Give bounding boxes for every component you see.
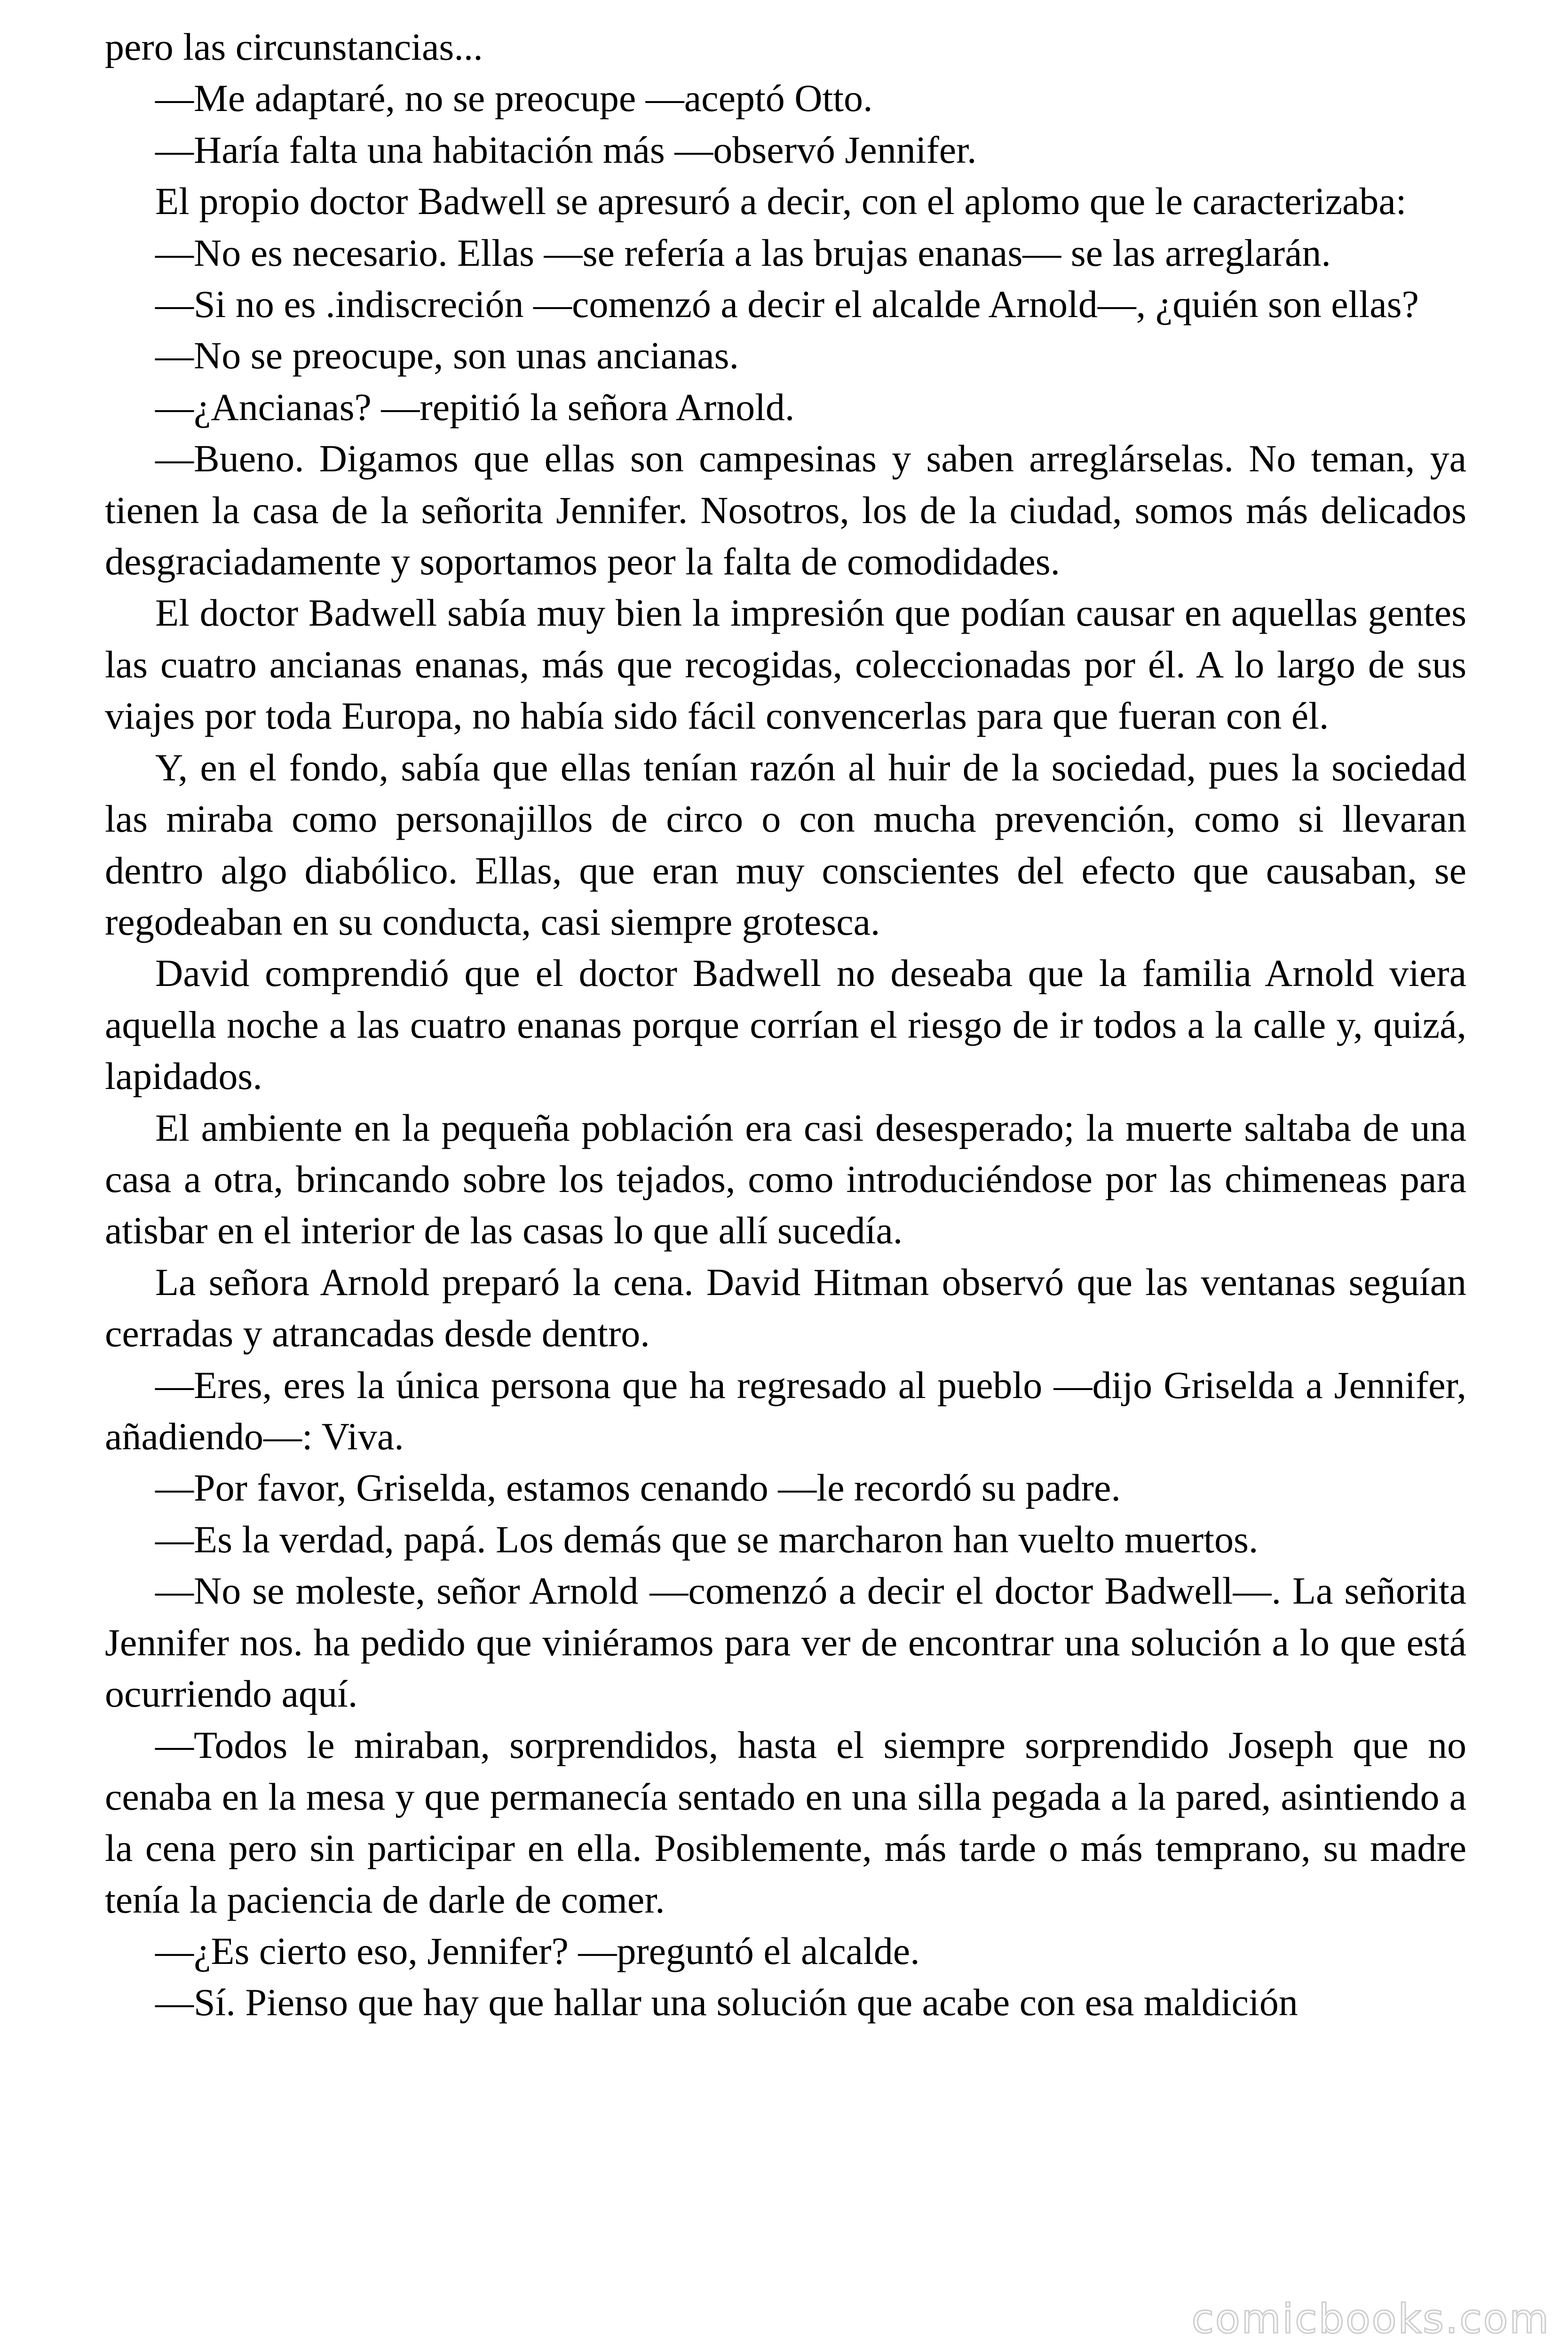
paragraph: —No es necesario. Ellas —se refería a las brujas enanas— se las arreglarán.	[155, 231, 1331, 274]
paragraph: —No se preocupe, son unas ancianas.	[155, 334, 739, 377]
paragraph: —¿Ancianas? —repitió la señora Arnold.	[155, 385, 795, 429]
paragraph: —Sí. Pienso que hay que hallar una solución que acabe con esa maldición	[155, 1981, 1298, 2024]
paragraph: —Es la verdad, papá. Los demás que se marcharon han vuelto muertos.	[155, 1518, 1259, 1561]
paragraph: David comprendió que el doctor Badwell no deseaba que la familia Arnold viera aquella noche a las cuatro enanas porque corrían el riesgo de ir todos a la calle y, quizá, lapidados.	[105, 952, 1466, 1098]
book-page-text	[105, 21, 1466, 2028]
paragraph: Y, en el fondo, sabía que ellas tenían razón al huir de la sociedad, pues la sociedad las miraba como personajillos de circo o con mucha prevención, como si llevaran dentro algo diabólico. Ellas, que eran muy conscientes del efecto que causaban, se regodeaban en su conducta, casi siempre grotesca.	[105, 746, 1466, 943]
paragraph: pero las circunstancias...	[105, 25, 483, 68]
paragraph: El doctor Badwell sabía muy bien la impresión que podían causar en aquellas gentes las cuatro ancianas enanas, más que recogidas, coleccionadas por él. A lo largo de sus viajes por toda Europa, no había sido fácil convencerlas para que fueran con él.	[105, 591, 1466, 738]
paragraph: —Me adaptaré, no se preocupe —aceptó Otto.	[155, 77, 873, 120]
paragraph: —Todos le miraban, sorprendidos, hasta el siempre sorprendido Joseph que no cenaba en la mesa y que permanecía sentado en una silla pegada a la pared, asintiendo a la cena pero sin participar en ella. Posiblemente, más tarde o más temprano, su madre tenía la paciencia de darle de comer.	[105, 1724, 1466, 1921]
paragraph: —Si no es .indiscreción —comenzó a decir el alcalde Arnold—, ¿quién son ellas?	[155, 283, 1419, 326]
paragraph: —Eres, eres la única persona que ha regresado al pueblo —dijo Griselda a Jennifer, añadiendo—: Viva.	[105, 1363, 1466, 1458]
paragraph: El ambiente en la pequeña población era casi desesperado; la muerte saltaba de una casa a otra, brincando sobre los tejados, como introduciéndose por las chimeneas para atisbar en el interior de las casas lo que allí sucedía.	[105, 1106, 1466, 1252]
paragraph: —Bueno. Digamos que ellas son campesinas y saben arreglárselas. No teman, ya tienen la casa de la señorita Jennifer. Nosotros, los de la ciudad, somos más delicados desgraciadamente y soportamos peor la falta de comodidades.	[105, 437, 1466, 583]
paragraph: El propio doctor Badwell se apresuró a decir, con el aplomo que le caracterizaba:	[155, 180, 1407, 223]
paragraph: —No se moleste, señor Arnold —comenzó a decir el doctor Badwell—. La señorita Jennifer nos. ha pedido que viniéramos para ver de encontrar una solución a lo que está ocurriendo aquí.	[105, 1569, 1466, 1715]
paragraph: La señora Arnold preparó la cena. David Hitman observó que las ventanas seguían cerradas y atrancadas desde dentro.	[105, 1260, 1466, 1355]
paragraph: —Haría falta una habitación más —observó Jennifer.	[155, 128, 977, 171]
watermark: comicbooks.com	[1191, 2296, 1550, 2343]
paragraph: —¿Es cierto eso, Jennifer? —preguntó el alcalde.	[155, 1930, 920, 1973]
paragraph: —Por favor, Griselda, estamos cenando —le recordó su padre.	[155, 1466, 1121, 1510]
